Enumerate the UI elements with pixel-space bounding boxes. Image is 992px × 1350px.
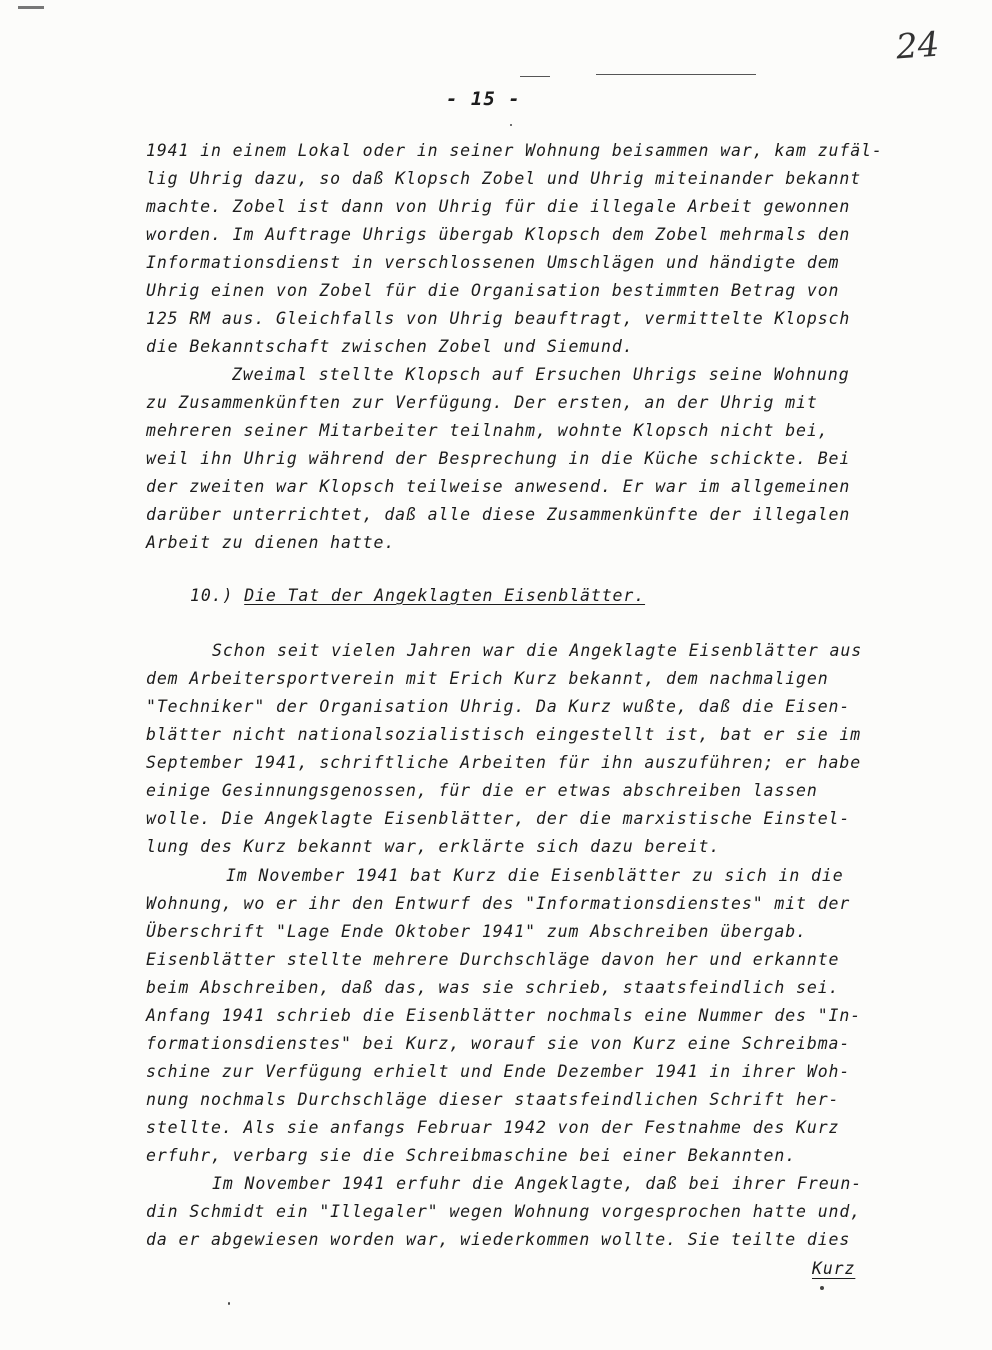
text-line: Überschrift "Lage Ende Oktober 1941" zum Abschreiben übergab. (146, 922, 807, 941)
text-line: da er abgewiesen worden war, wiederkommen wollte. Sie teilte dies (146, 1230, 851, 1249)
ink-dot (510, 124, 512, 126)
text-line: din Schmidt ein "Illegaler" wegen Wohnung vorgesprochen hatte und, (146, 1202, 862, 1221)
text-line: Im November 1941 bat Kurz die Eisenblätter zu sich in die (226, 866, 844, 885)
text-line: Uhrig einen von Zobel für die Organisation bestimmten Betrag von (146, 281, 840, 300)
text-line: machte. Zobel ist dann von Uhrig für die illegale Arbeit gewonnen (146, 197, 851, 216)
page-number: - 15 - (446, 88, 521, 110)
text-line: beim Abschreiben, daß das, was sie schrieb, staatsfeindlich sei. (146, 978, 840, 997)
ink-dot (228, 1302, 230, 1305)
scan-mark (520, 76, 550, 77)
section-heading-title: Die Tat der Angeklagten Eisenblätter. (244, 586, 646, 605)
text-line: zu Zusammenkünften zur Verfügung. Der ersten, an der Uhrig mit (146, 393, 818, 412)
text-line: der zweiten war Klopsch teilweise anwesend. Er war im allgemeinen (146, 477, 851, 496)
text-line: dem Arbeitersportverein mit Erich Kurz bekannt, dem nachmaligen (146, 669, 829, 688)
text-line: Zweimal stellte Klopsch auf Ersuchen Uhrigs seine Wohnung (232, 365, 850, 384)
text-line: lung des Kurz bekannt war, erklärte sich dazu bereit. (146, 837, 721, 856)
text-line: formationsdienstes" bei Kurz, worauf sie von Kurz eine Schreibma- (146, 1034, 851, 1053)
catchword: Kurz (812, 1259, 856, 1278)
text-line: weil ihn Uhrig während der Besprechung in die Küche schickte. Bei (146, 449, 851, 468)
text-line: Anfang 1941 schrieb die Eisenblätter nochmals eine Nummer des "In- (146, 1006, 862, 1025)
text-line: erfuhr, verbarg sie die Schreibmaschine bei einer Bekannten. (146, 1146, 797, 1165)
text-line: Im November 1941 erfuhr die Angeklagte, daß bei ihrer Freun- (212, 1174, 863, 1193)
text-line: worden. Im Auftrage Uhrigs übergab Klopsch dem Zobel mehrmals den (146, 225, 851, 244)
corner-mark (18, 6, 44, 9)
text-line: "Techniker" der Organisation Uhrig. Da Kurz wußte, daß die Eisen- (146, 697, 851, 716)
section-heading-number: 10.) (190, 586, 234, 605)
text-line: wolle. Die Angeklagte Eisenblätter, der die marxistische Einstel- (146, 809, 851, 828)
text-line: Arbeit zu dienen hatte. (146, 533, 396, 552)
text-line: einige Gesinnungsgenossen, für die er etwas abschreiben lassen (146, 781, 818, 800)
text-line: Schon seit vielen Jahren war die Angeklagte Eisenblätter aus (212, 641, 863, 660)
text-line: darüber unterrichtet, daß alle diese Zusammenkünfte der illegalen (146, 505, 851, 524)
text-line: blätter nicht nationalsozialistisch eingestellt ist, bat er sie im (146, 725, 862, 744)
text-line: lig Uhrig dazu, so daß Klopsch Zobel und Uhrig miteinander bekannt (146, 169, 862, 188)
ink-dot (820, 1286, 824, 1290)
text-line: mehreren seiner Mitarbeiter teilnahm, wohnte Klopsch nicht bei, (146, 421, 829, 440)
scan-mark (596, 74, 756, 75)
text-line: Eisenblätter stellte mehrere Durchschläge davon her und erkannte (146, 950, 840, 969)
text-line: 1941 in einem Lokal oder in seiner Wohnung beisammen war, kam zufäl- (146, 141, 883, 160)
text-line: 125 RM aus. Gleichfalls von Uhrig beauftragt, vermittelte Klopsch (146, 309, 851, 328)
text-line: die Bekanntschaft zwischen Zobel und Siemund. (146, 337, 634, 356)
handwritten-page-number: 24 (894, 24, 941, 68)
text-line: stellte. Als sie anfangs Februar 1942 von der Festnahme des Kurz (146, 1118, 840, 1137)
text-line: Informationsdienst in verschlossenen Umschlägen und händigte dem (146, 253, 840, 272)
section-heading (190, 586, 645, 606)
text-line: nung nochmals Durchschläge dieser staatsfeindlichen Schrift her- (146, 1090, 840, 1109)
text-line: Wohnung, wo er ihr den Entwurf des "Informationsdienstes" mit der (146, 894, 851, 913)
text-line: schine zur Verfügung erhielt und Ende Dezember 1941 in ihrer Woh- (146, 1062, 851, 1081)
text-line: September 1941, schriftliche Arbeiten für ihn auszuführen; er habe (146, 753, 862, 772)
